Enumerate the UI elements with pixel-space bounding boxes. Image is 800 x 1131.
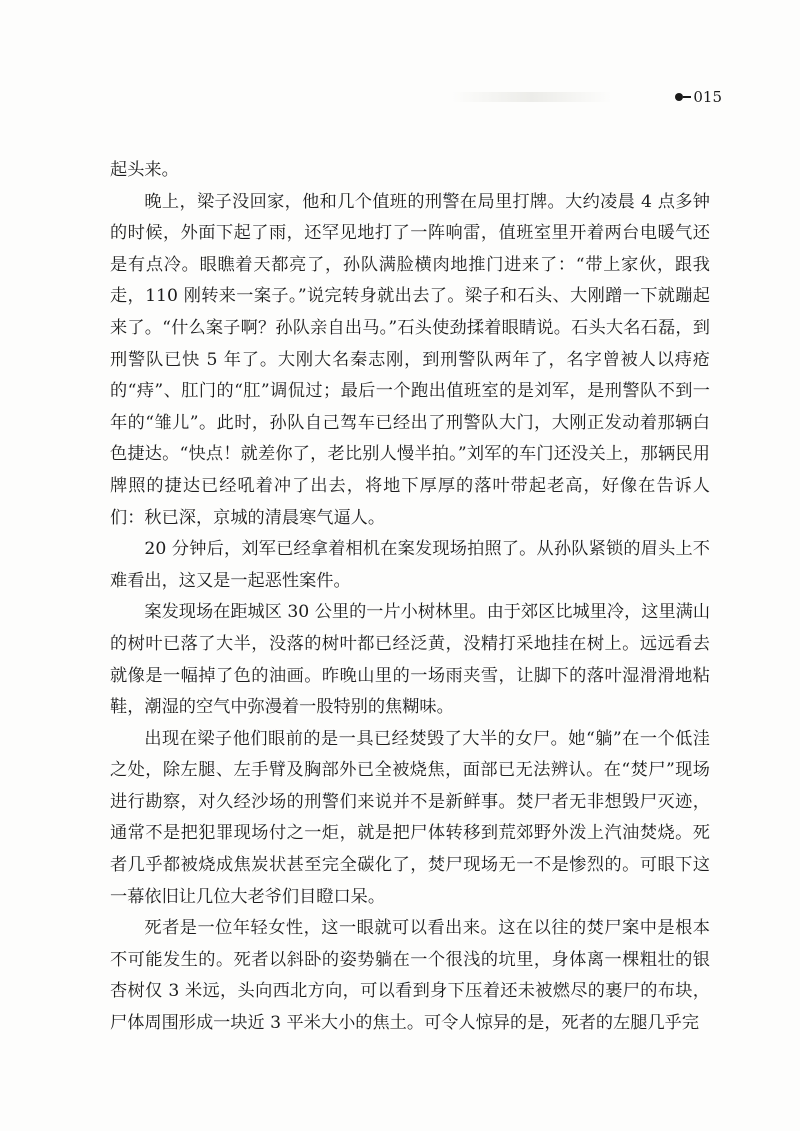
running-header [675, 88, 722, 106]
body-text [110, 155, 710, 1040]
paragraph: 晚上，梁子没回家，他和几个值班的刑警在局里打牌。大约凌晨 4 点多钟的时候，外面下起了雨，还罕见地打了一阵响雷，值班室里开着两台电暖气还是有点冷。眼瞧着天都亮了，孙队满脸横肉地推门进来了：“带上家伙，跟我走，110 刚转来一案子。”说完转身就出去了。梁子和石头、大刚蹭一下就蹦起来了。“什么案子啊？孙队亲自出马。”石头使劲揉着眼睛说。石头大名石磊，到刑警队已快 5 年了。大刚大名秦志刚，到刑警队两年了，名字曾被人以痔疮的“痔”、肛门的“肛”调侃过；最后一个跑出值班室的是刘军，是刑警队不到一年的“雏儿”。此时，孙队自己驾车已经出了刑警队大门，大刚正发动着那辆白色捷达。“快点！就差你了，老比别人慢半拍。”刘军的车门还没关上，那辆民用牌照的捷达已经吼着冲了出去，将地下厚厚的落叶带起老高，好像在告诉人们：秋已深，京城的清晨寒气逼人。 [110, 191, 710, 528]
paragraph: 案发现场在距城区 30 公里的一片小树林里。由于郊区比城里冷，这里满山的树叶已落了大半，没落的树叶都已经泛黄，没精打采地挂在树上。远远看去就像是一幅掉了色的油画。昨晚山里的一场雨夹雪，让脚下的落叶湿滑滑地粘鞋，潮湿的空气中弥漫着一股特别的焦糊味。 [110, 602, 711, 718]
bullet-line-icon [675, 93, 691, 101]
page-number: 015 [693, 88, 722, 106]
paragraph: 起头来。 [110, 160, 179, 180]
paragraph: 20 分钟后，刘军已经拿着相机在案发现场拍照了。从孙队紧锁的眉头上不难看出，这又是一起恶性案件。 [110, 539, 710, 591]
paragraph: 死者是一位年轻女性，这一眼就可以看出来。这在以往的焚尸案中是根本不可能发生的。死者以斜卧的姿势躺在一个很浅的坑里，身体离一棵粗壮的银杏树仅 3 米远，头向西北方向，可以看到身下压着还未被燃尽的裹尸的布块，尸体周围形成一块近 3 平米大小的焦土。可令人惊异的是，死者的左腿几乎完 [110, 918, 710, 1034]
header-fade-strip [452, 92, 612, 102]
paragraph: 出现在梁子他们眼前的是一具已经焚毁了大半的女尸。她“躺”在一个低洼之处，除左腿、左手臂及胸部外已全被烧焦，面部已无法辨认。在“焚尸”现场进行勘察，对久经沙场的刑警们来说并不是新鲜事。焚尸者无非想毁尸灭迹，通常不是把犯罪现场付之一炬，就是把尸体转移到荒郊野外泼上汽油焚烧。死者几乎都被烧成焦炭状甚至完全碳化了，焚尸现场无一不是惨烈的。可眼下这一幕依旧让几位大老爷们目瞪口呆。 [110, 728, 710, 907]
